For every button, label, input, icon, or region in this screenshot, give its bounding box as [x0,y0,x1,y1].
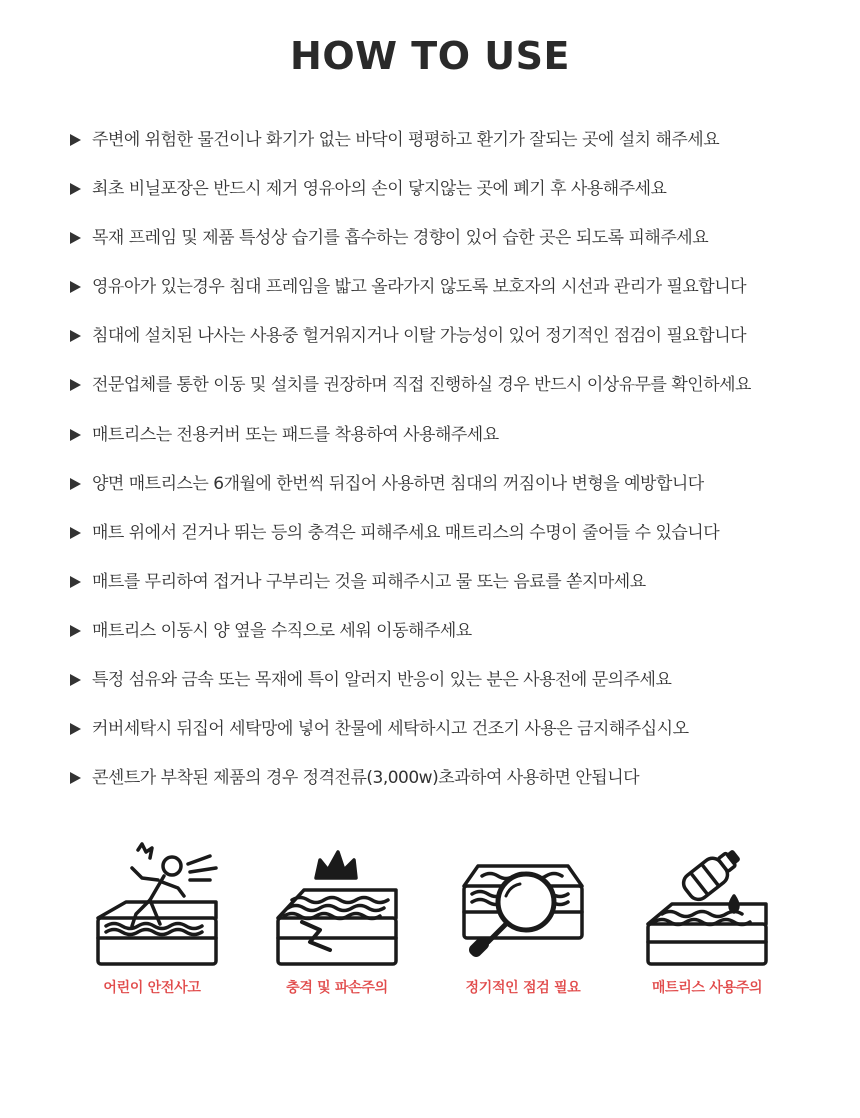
list-item [70,767,810,816]
instruction-text: 영유아가 있는경우 침대 프레임을 밟고 올라가지 않도록 보호자의 시선과 관리가 필요합니다 [92,277,747,298]
list-item [70,129,810,178]
arrow-right-icon [70,772,81,784]
instruction-text: 매트 위에서 걷거나 뛰는 등의 충격은 피해주세요 매트리스의 수명이 줄어들 수 있습니다 [92,522,720,543]
instruction-text: 최초 비닐포장은 반드시 제거 영유아의 손이 닿지않는 곳에 폐기 후 사용해주세요 [92,179,667,200]
arrow-right-icon [70,379,81,391]
instruction-text: 전문업체를 통한 이동 및 설치를 권장하며 직접 진행하실 경우 반드시 이상유무를 확인하세요 [92,375,751,396]
instruction-text: 특정 섬유와 금속 또는 목재에 특이 알러지 반응이 있는 분은 사용전에 문의주세요 [92,670,672,691]
warning-caption: 충격 및 파손주의 [286,980,388,996]
list-item [70,669,810,718]
list-item [70,325,810,374]
arrow-right-icon [70,330,81,342]
warning-caption: 어린이 안전사고 [103,980,201,996]
arrow-right-icon [70,478,81,490]
list-item [70,571,810,620]
list-item [70,620,810,669]
list-item [70,276,810,325]
liquid-spill-icon [642,838,772,968]
arrow-right-icon [70,134,81,146]
impact-damage-icon [272,838,402,968]
arrow-right-icon [70,281,81,293]
arrow-right-icon [70,674,81,686]
instruction-text: 콘센트가 부착된 제품의 경우 정격전류(3,000w)초과하여 사용하면 안됩니다 [92,768,640,789]
instruction-text: 커버세탁시 뒤집어 세탁망에 넣어 찬물에 세탁하시고 건조기 사용은 금지해주십시오 [92,719,689,740]
instruction-text: 매트리스 이동시 양 옆을 수직으로 세워 이동해주세요 [92,620,472,641]
warning-caption: 정기적인 점검 필요 [465,980,581,996]
instruction-text: 양면 매트리스는 6개월에 한번씩 뒤집어 사용하면 침대의 꺼짐이나 변형을 예방합니다 [92,473,704,494]
list-item [70,522,810,571]
page-title: HOW TO USE [290,34,570,78]
instruction-text: 매트리스는 전용커버 또는 패드를 착용하여 사용해주세요 [92,424,499,445]
arrow-right-icon [70,232,81,244]
instruction-text: 침대에 설치된 나사는 사용중 헐거워지거나 이탈 가능성이 있어 정기적인 점검이 필요합니다 [92,326,747,347]
inspection-icon [458,838,588,968]
arrow-right-icon [70,183,81,195]
instruction-text: 주변에 위험한 물건이나 화기가 없는 바닥이 평평하고 환기가 잘되는 곳에 설치 해주세요 [92,130,720,150]
list-item [70,374,810,423]
list-item [70,718,810,767]
arrow-right-icon [70,527,81,539]
list-item [70,424,810,473]
arrow-right-icon [70,723,81,735]
child-accident-icon [92,838,222,968]
arrow-right-icon [70,625,81,637]
list-item [70,227,810,276]
warning-caption: 매트리스 사용주의 [651,980,763,996]
instruction-text: 목재 프레임 및 제품 특성상 습기를 흡수하는 경향이 있어 습한 곳은 되도록 피해주세요 [92,228,709,249]
instruction-text: 매트를 무리하여 접거나 구부리는 것을 피해주시고 물 또는 음료를 쏟지마세요 [92,571,646,592]
arrow-right-icon [70,576,81,588]
list-item [70,473,810,522]
arrow-right-icon [70,429,81,441]
instruction-list [70,129,810,816]
list-item [70,178,810,227]
